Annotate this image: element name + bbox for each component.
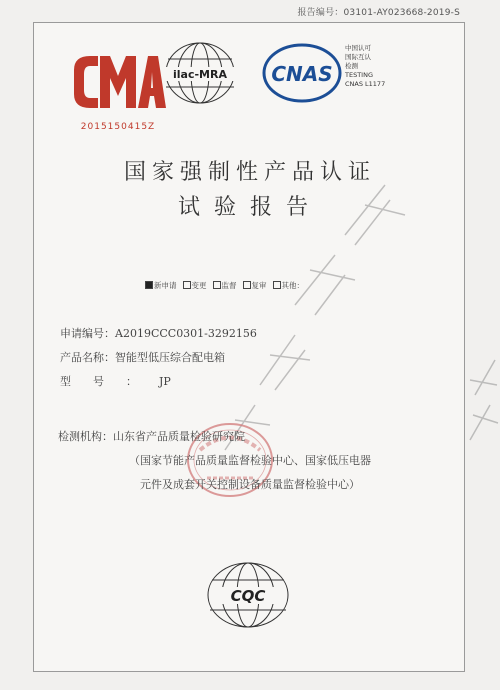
- application-number: A2019CCC0301-3292156: [115, 327, 257, 340]
- institution-center-line2: 元件及成套开关控制设备质量监督检验中心）: [140, 478, 360, 491]
- cnas-text: CNAS: [271, 62, 333, 86]
- cqc-text: CQC: [230, 587, 266, 605]
- application-type-options: [145, 280, 304, 291]
- cma-code: 2015150415Z: [80, 122, 156, 132]
- watermark-edge: [465, 355, 500, 445]
- document-title: 国家强制性产品认证: [123, 160, 376, 185]
- ilac-text: ilac-MRA: [173, 68, 227, 81]
- ilac-mra-logo: [160, 35, 240, 110]
- cnas-caption: 中国认可 国际互认 检测 TESTING CNAS L1177: [345, 44, 386, 88]
- option-new: 新申请: [145, 280, 177, 291]
- model-row: 型号：JP: [60, 375, 171, 388]
- checkbox-icon: [243, 281, 251, 289]
- cqc-logo: [204, 560, 292, 630]
- option-change: 变更: [183, 280, 207, 291]
- option-other: 其他：: [273, 280, 305, 291]
- report-number: 报告编号：03101-AY023668-2019-S: [297, 8, 460, 18]
- option-review: 复审: [243, 280, 267, 291]
- model-value: JP: [159, 375, 171, 388]
- institution-center-line1: （国家节能产品质量监督检验中心、国家低压电器: [129, 454, 371, 467]
- option-supervision: 监督: [213, 280, 237, 291]
- checkbox-icon: [273, 281, 281, 289]
- checkbox-icon: [213, 281, 221, 289]
- checkbox-checked-icon: [145, 281, 153, 289]
- cnas-logo: [262, 38, 422, 108]
- product-name-row: 产品名称：智能型低压综合配电箱: [60, 351, 225, 364]
- testing-institution-row: 检测机构：山东省产品质量检验研究院: [58, 430, 245, 443]
- document-subtitle: 试验报告: [177, 195, 322, 220]
- product-name: 智能型低压综合配电箱: [115, 351, 225, 364]
- institution-name: 山东省产品质量检验研究院: [113, 430, 245, 443]
- cma-icon: [68, 48, 168, 118]
- cma-logo: [68, 48, 168, 132]
- application-number-row: 申请编号：A2019CCC0301-3292156: [60, 327, 257, 340]
- checkbox-icon: [183, 281, 191, 289]
